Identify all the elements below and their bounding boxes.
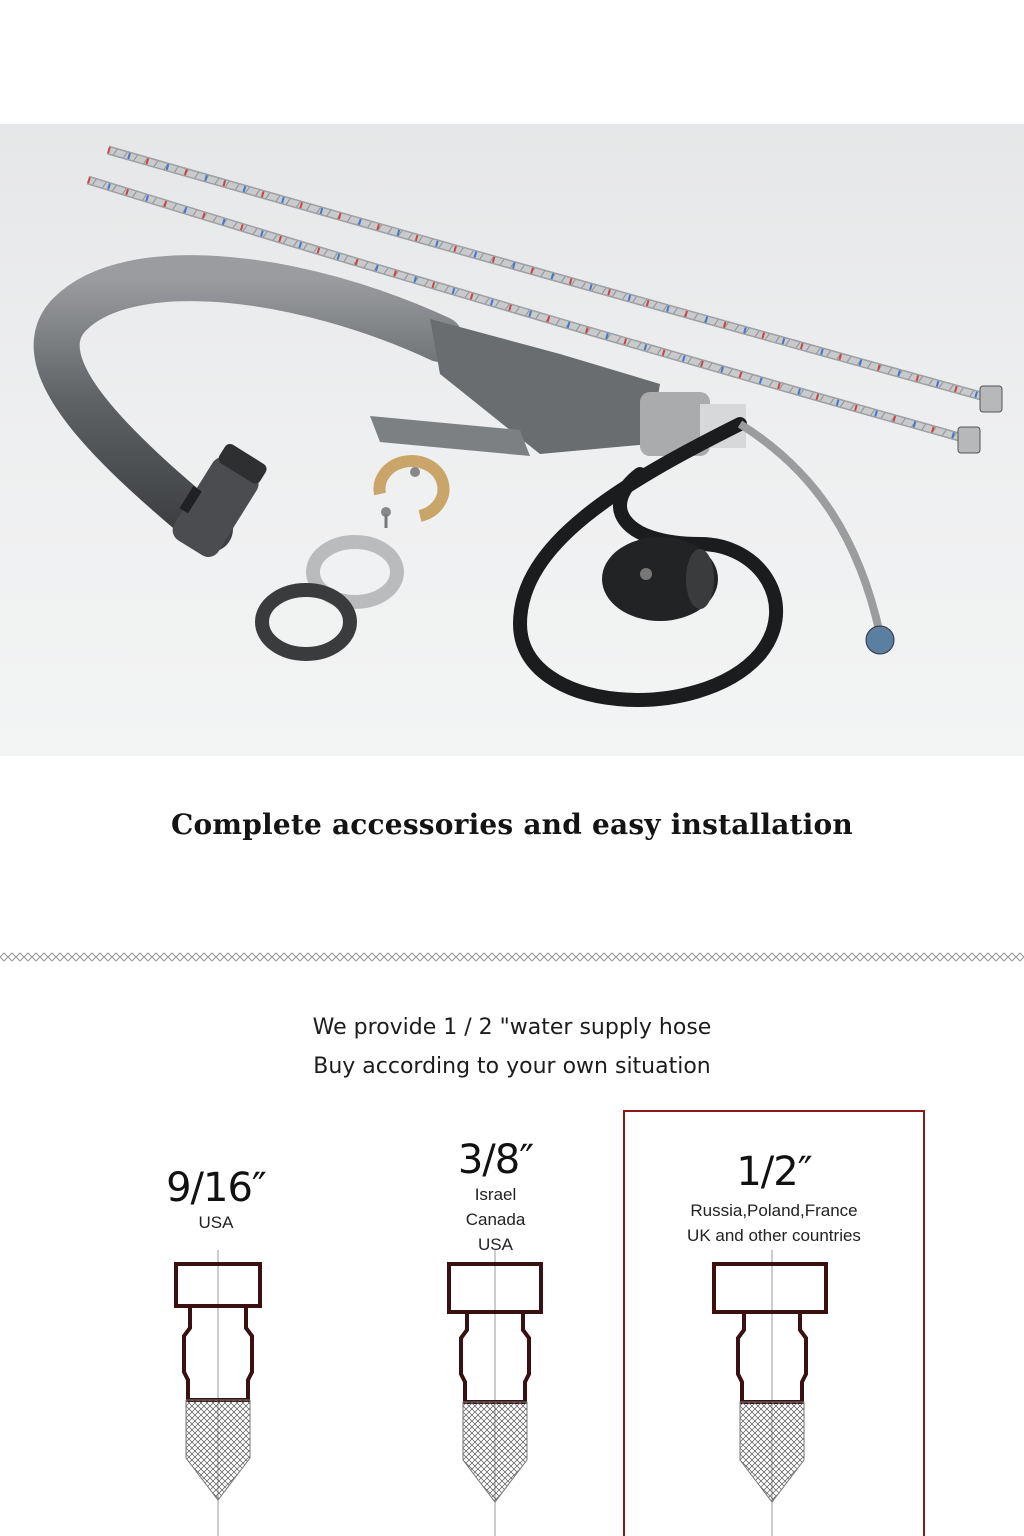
region-label: UK and other countries bbox=[687, 1226, 861, 1245]
product-photo bbox=[0, 124, 1024, 756]
size-label: 3/8″ bbox=[457, 1137, 534, 1183]
fitting-diagram-1-2 bbox=[710, 1250, 830, 1536]
size-label: 9/16″ bbox=[166, 1165, 266, 1211]
fitting-diagram-3-8 bbox=[445, 1250, 545, 1536]
fitting-diagram-9-16 bbox=[168, 1250, 268, 1536]
region-label: USA bbox=[478, 1235, 513, 1254]
faucet-body bbox=[57, 278, 746, 561]
region-label: USA bbox=[198, 1213, 234, 1232]
counterweight bbox=[602, 537, 718, 621]
region-label: Israel bbox=[474, 1185, 517, 1204]
region-label: Canada bbox=[465, 1210, 526, 1229]
divider bbox=[0, 951, 1024, 963]
subtitle-line-2: Buy according to your own situation bbox=[313, 1054, 711, 1079]
headline: Complete accessories and easy installation bbox=[171, 808, 853, 841]
region-label: Russia,Poland,France bbox=[690, 1201, 858, 1220]
subtitle-line-1: We provide 1 / 2 "water supply hose bbox=[312, 1015, 712, 1040]
size-label: 1/2″ bbox=[736, 1149, 812, 1195]
mounting-hardware bbox=[262, 461, 443, 654]
